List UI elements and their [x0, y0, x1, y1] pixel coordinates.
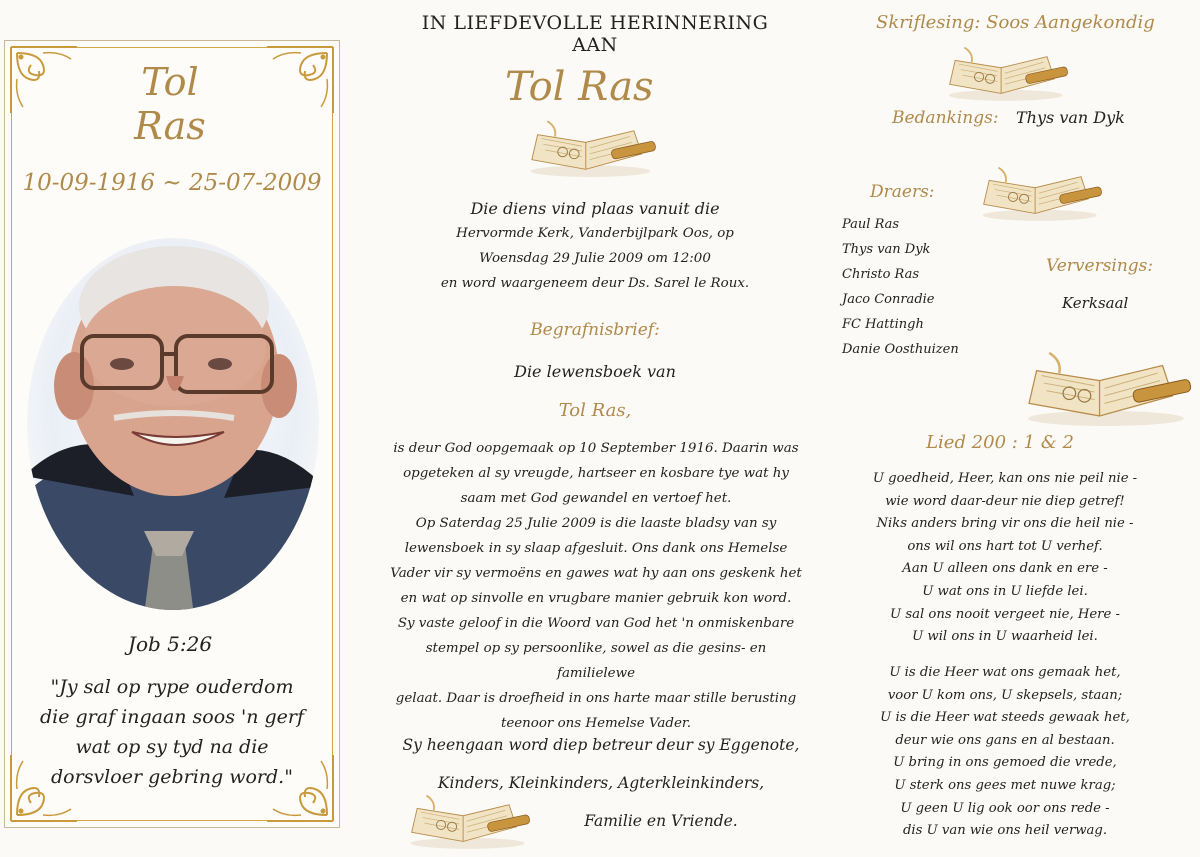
- bearer-name: Paul Ras: [842, 217, 900, 232]
- hymn-line: dis U van wie ons heil verwag.: [902, 823, 1108, 839]
- bearer-name: FC Hattingh: [842, 317, 924, 332]
- bearer-name: Jaco Conradie: [842, 292, 935, 307]
- hymn-line: U geen U lig ook oor ons rede -: [900, 800, 1110, 816]
- open-book-icon: [946, 46, 1070, 106]
- corner-ornament-icon: [265, 45, 335, 115]
- deceased-first-name: Tol: [141, 60, 199, 104]
- header-line: AAN: [572, 34, 618, 56]
- life-dates: 10-09-1916 ~ 25-07-2009: [22, 170, 322, 196]
- hymn-line: U goedheid, Heer, kan ons nie peil nie -: [872, 471, 1138, 486]
- letter-line: lewensboek in sy slaap afgesluit. Ons dank ons Hemelse: [404, 541, 788, 556]
- service-details: [390, 196, 800, 296]
- verse-reference: Job 5:26: [127, 632, 213, 656]
- letter-line: en wat op sinvolle en vrugbare manier gebruik kon word.: [400, 591, 792, 606]
- scripture-reading: Skriflesing: Soos Aangekondig: [876, 12, 1155, 33]
- hymn-title: Lied 200 : 1 & 2: [926, 432, 1074, 453]
- letter-line: stempel op sy persoonlike, sowel as die gesins- en familielewe: [425, 641, 767, 681]
- mourn-line: Kinders, Kleinkinders, Agterkleinkinders,: [437, 774, 765, 792]
- hymn-line: U is die Heer wat ons gemaak het,: [889, 665, 1121, 680]
- memorial-header: [400, 12, 790, 56]
- verse-line: dorsvloer gebring word.": [51, 766, 293, 788]
- mourn-line: Familie en Vriende.: [584, 812, 738, 830]
- verse-text: [20, 672, 324, 792]
- bearer-name: Christo Ras: [842, 267, 920, 282]
- letter-line: gelaat. Daar is droefheid in ons harte maar stille berusting: [395, 691, 797, 706]
- letter-line: teenoor ons Hemelse Vader.: [500, 716, 692, 731]
- hymn-line: ons wil ons hart tot U verhef.: [907, 538, 1103, 554]
- letter-line: Sy vaste geloof in die Woord van God het 'n onmiskenbare: [397, 616, 795, 631]
- hymn-line: Niks anders bring vir ons die heil nie -: [876, 516, 1134, 532]
- corner-ornament-icon: [9, 45, 79, 115]
- hymn-line: Aan U alleen ons dank en ere -: [902, 561, 1108, 577]
- header-line: IN LIEFDEVOLLE HERINNERING: [421, 12, 769, 34]
- open-book-icon: [1024, 352, 1194, 432]
- hymn-line: U wat ons in U liefde lei.: [922, 583, 1088, 599]
- service-line: en word waargeneem deur Ds. Sarel le Roux.: [440, 276, 750, 291]
- refreshments-label: Verversings:: [1046, 256, 1154, 276]
- letter-line: Vader vir sy vermoëns en gawes wat hy aan ons geskenk het: [390, 566, 802, 581]
- middle-name: Tol Ras: [505, 64, 654, 110]
- open-book-icon: [980, 166, 1104, 226]
- hymn-line: deur wie ons gans en al bestaan.: [895, 732, 1115, 748]
- open-book-icon: [528, 120, 658, 182]
- hymn-line: U wil ons in U waarheid lei.: [912, 629, 1098, 645]
- verse-line: wat op sy tyd na die: [75, 736, 269, 758]
- letter-line: saam met God gewandel en vertoef het.: [460, 491, 732, 506]
- bearers-label: Draers:: [870, 182, 935, 202]
- portrait-photo: [24, 236, 322, 612]
- verse-line: die graf ingaan soos 'n gerf: [39, 706, 304, 728]
- hymn-line: U sal ons nooit vergeet nie, Here -: [890, 606, 1120, 622]
- bearer-name: Thys van Dyk: [842, 242, 931, 257]
- bearer-name: Danie Oosthuizen: [842, 342, 959, 357]
- letter-text: [386, 436, 806, 736]
- service-line: Die diens vind plaas vanuit die: [470, 199, 720, 218]
- bearers-list: [842, 212, 992, 362]
- letter-heading: Begrafnisbrief:: [530, 320, 660, 340]
- service-line: Hervormde Kerk, Vanderbijlpark Oos, op: [456, 226, 734, 241]
- thanks-label: Bedankings:: [892, 108, 999, 128]
- verse-line: "Jy sal op rype ouderdom: [50, 676, 294, 698]
- hymn-verse-1: [860, 468, 1150, 649]
- hymn-line: U bring in ons gemoed die vrede,: [893, 755, 1117, 771]
- deceased-last-name: Ras: [134, 104, 206, 148]
- lewensboek-line: Die lewensboek van: [514, 362, 676, 381]
- hymn-line: wie word daar-deur nie diep getref!: [885, 493, 1125, 509]
- hymn-line: voor U kom ons, U skepsels, staan;: [887, 687, 1123, 703]
- thanks-name: Thys van Dyk: [1016, 108, 1125, 127]
- mourn-line: Sy heengaan word diep betreur deur sy Eggenote,: [402, 736, 800, 754]
- letter-line: is deur God oopgemaak op 10 September 1916. Daarin was: [393, 441, 799, 456]
- hymn-verse-2: [860, 662, 1150, 843]
- letter-line: opgeteken al sy vreugde, hartseer en kosbare tye wat hy: [403, 466, 789, 481]
- hymn-line: U sterk ons gees met nuwe krag;: [894, 777, 1116, 793]
- name-small: Tol Ras,: [558, 400, 632, 421]
- open-book-icon: [408, 794, 532, 854]
- hymn-line: U is die Heer wat steeds gewaak het,: [880, 710, 1130, 726]
- refreshments-place: Kerksaal: [1062, 294, 1129, 312]
- service-line: Woensdag 29 Julie 2009 om 12:00: [479, 251, 711, 266]
- letter-line: Op Saterdag 25 Julie 2009 is die laaste bladsy van sy: [415, 516, 777, 531]
